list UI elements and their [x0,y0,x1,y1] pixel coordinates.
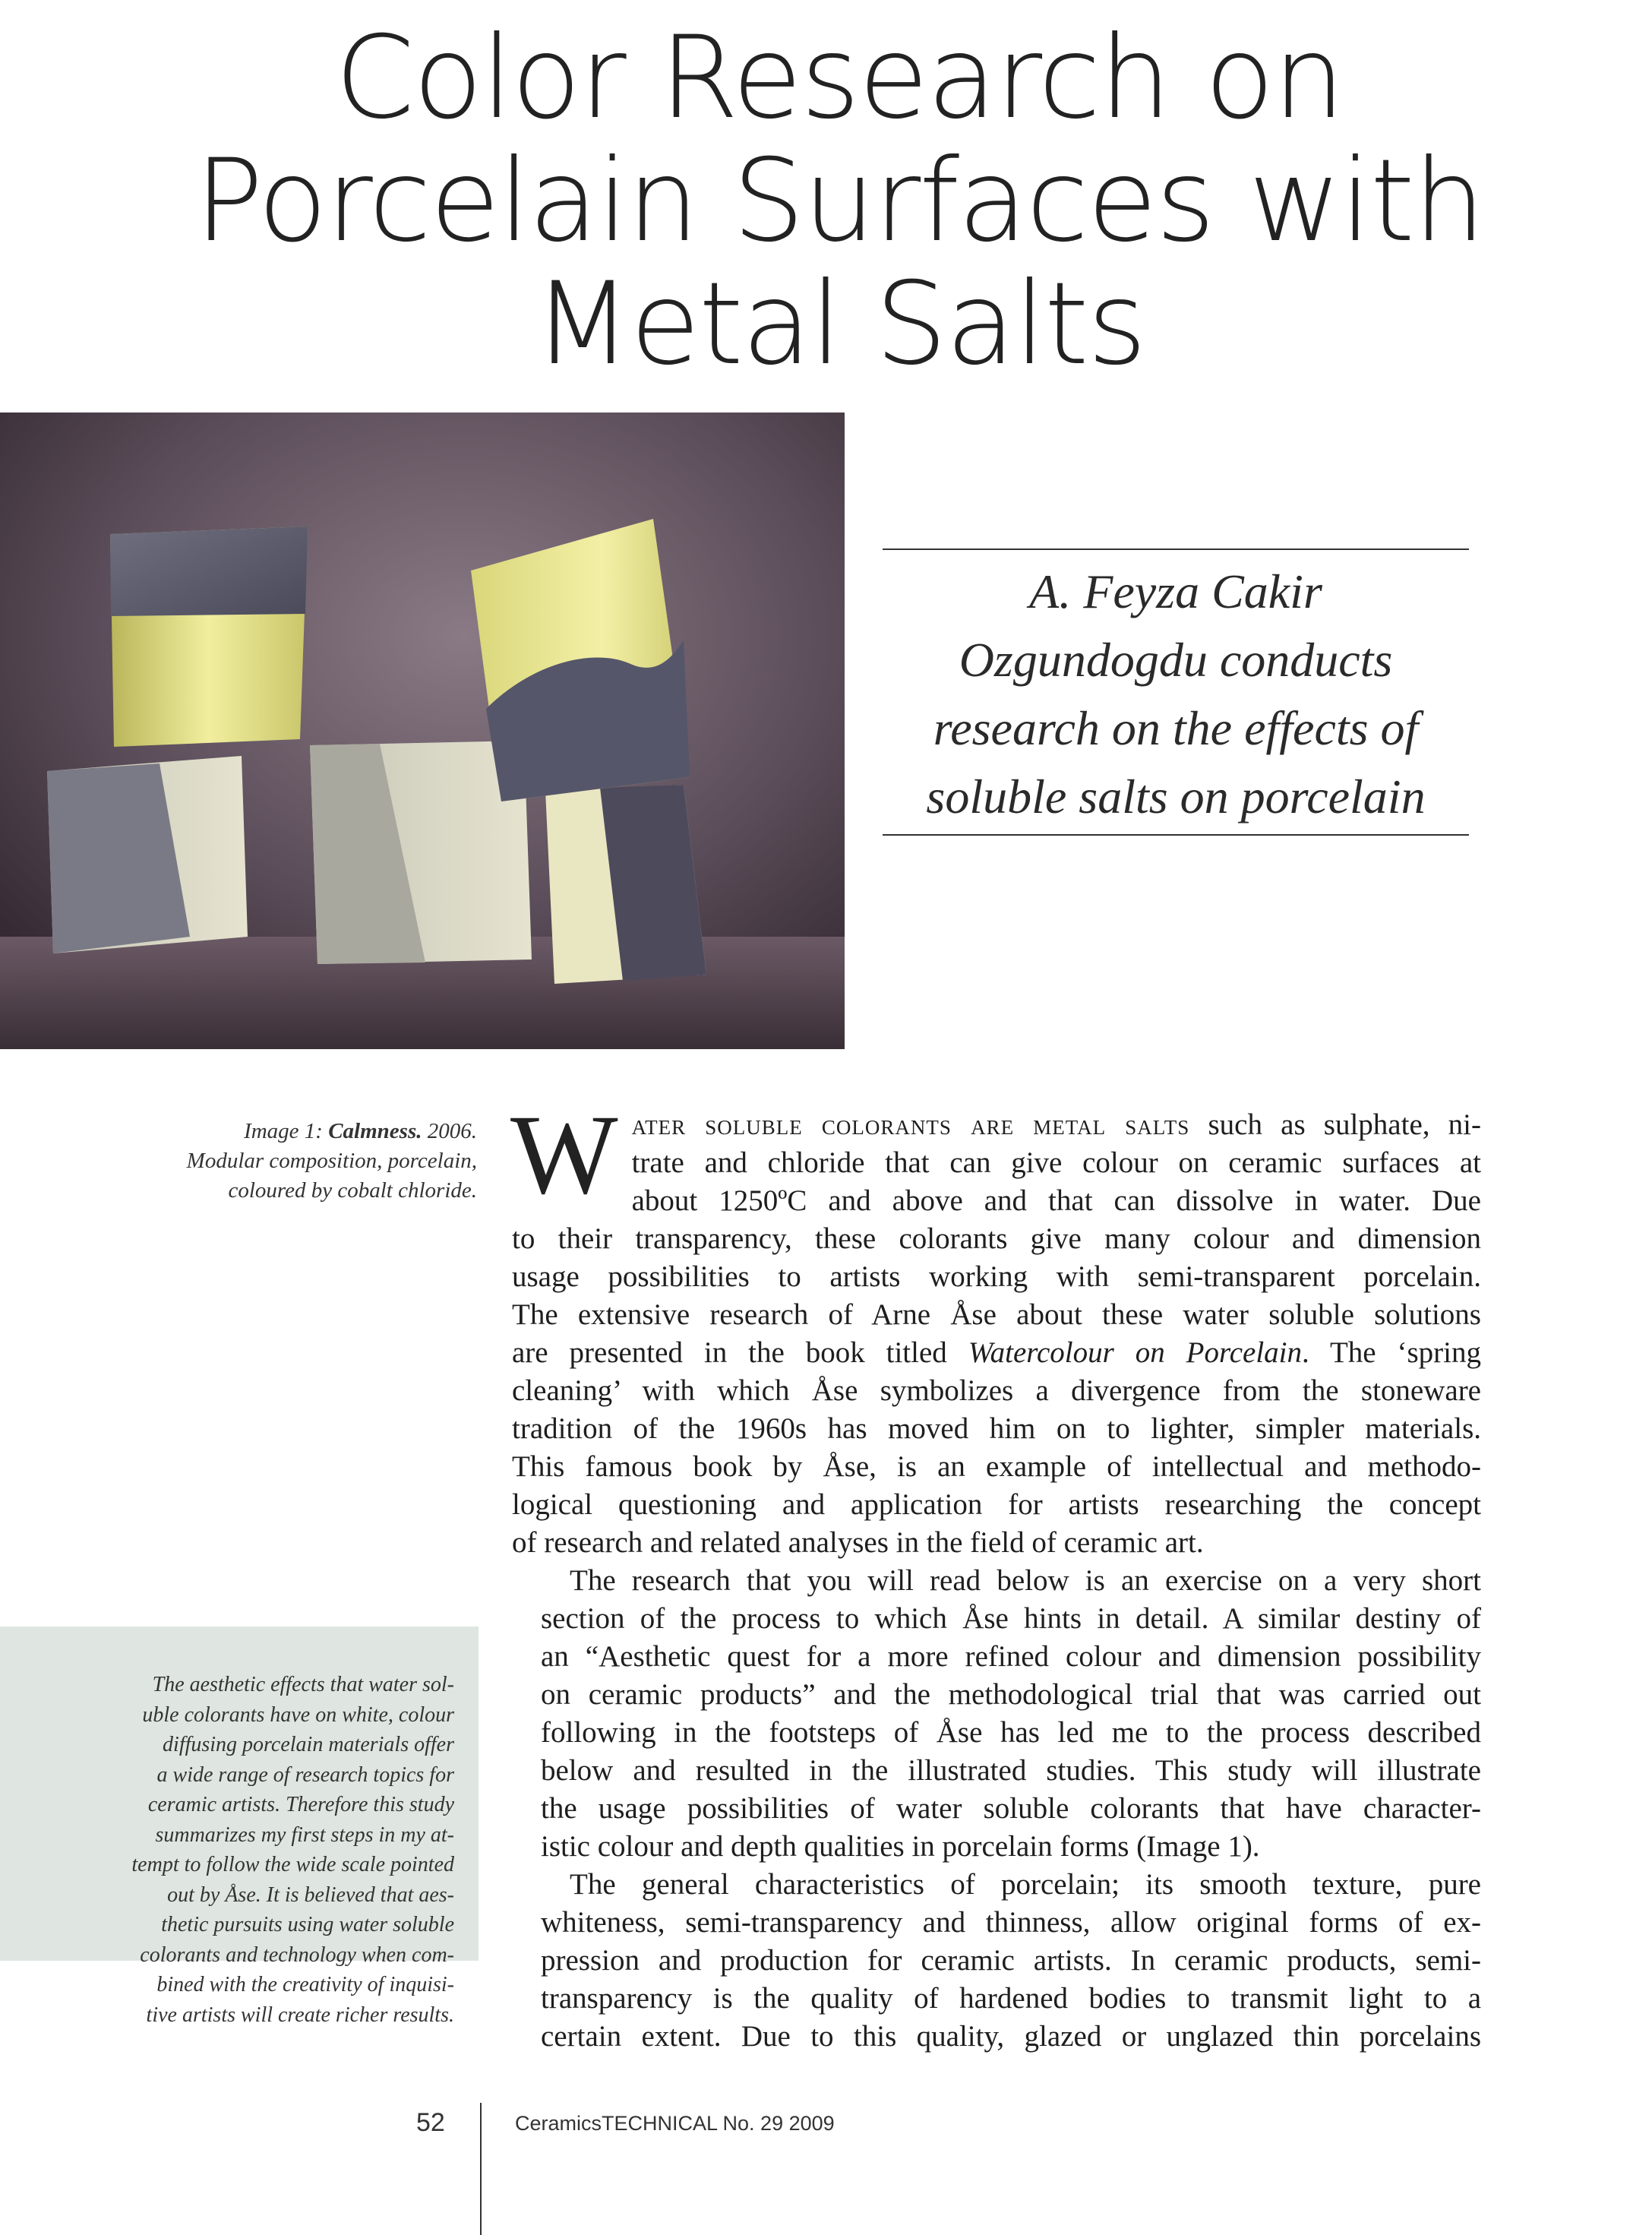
body-paragraph-2 [512,1562,1481,1866]
body-line: of research and related analyses in the field of ceramic art. [512,1526,1204,1559]
body-line: whiteness, semi-transparency and thinness, allow original forms of ex- [541,1906,1481,1939]
pull-quote-line: out by Åse. It is believed that aes- [167,1883,454,1907]
caption-artwork-name: Calmness. [328,1119,422,1143]
pull-quote-line: colorants and technology when com- [140,1943,454,1967]
lead-in-smallcaps: ater soluble colorants are metal salts [631,1108,1190,1141]
title-line-1: Color Research on [335,12,1344,144]
body-line: The extensive research of Arne Åse about these water soluble solutions [512,1298,1481,1331]
pull-quote-line: The aesthetic effects that water sol- [152,1673,454,1696]
pull-quote-line: diffusing porcelain materials offer [163,1733,454,1756]
body-line: following in the footsteps of Åse has led me to the process described [541,1716,1481,1749]
body-line: logical questioning and application for artists researching the concept [512,1488,1481,1521]
pull-quote-line: summarizes my first steps in my at- [155,1822,454,1847]
body-line: on ceramic products” and the methodological trial that was carried out [541,1678,1481,1711]
image-caption [84,1117,477,1206]
pull-quote-line: tive artists will create richer results. [146,2003,454,2027]
caption-line-3: coloured by cobalt chloride. [228,1178,477,1203]
deck-line-1: A. Feyza Cakir [1029,564,1322,618]
pull-quote-line: thetic pursuits using water soluble [161,1913,454,1936]
body-line: This famous book by Åse, is an example of intellectual and methodo- [512,1450,1481,1483]
title-line-2: Porcelain Surfaces with [194,135,1484,267]
pull-quote-line: tempt to follow the wide scale pointed [131,1853,454,1876]
pull-quote-line: uble colorants have on white, colour [142,1702,454,1727]
body-line: The research that you will read below is an exercise on a very short [570,1564,1481,1597]
body-line-text: are presented in the book titled [512,1336,968,1369]
body-line: the usage possibilities of water soluble colorants that have character- [541,1792,1481,1825]
body-paragraph-1 [510,1092,1482,1562]
caption-year: 2006. [422,1119,477,1143]
body-line [512,1334,1481,1372]
drop-cap: W [510,1092,618,1218]
body-line: usage possibilities to artists working with semi-transparent porcelain. [512,1260,1481,1293]
footer-divider [480,2103,482,2235]
article-body [510,1092,1482,2056]
body-line: istic colour and depth qualities in porcelain forms (Image 1). [541,1830,1260,1863]
porcelain-photo [0,413,845,1049]
body-line: certain extent. Due to this quality, glazed or unglazed thin porcelains [541,2020,1481,2053]
body-line: an “Aesthetic quest for a more refined colour and dimension possibility [541,1640,1481,1673]
title-line-3: Metal Salts [533,258,1145,390]
deck-line-4: soluble salts on porcelain [926,770,1426,824]
deck-line-3: research on the effects of [933,701,1419,755]
pull-quote-line: a wide range of research topics for [156,1762,454,1787]
body-line: to their transparency, these colorants give many colour and dimension [512,1222,1481,1255]
body-line-text: . The ‘spring [1302,1336,1482,1369]
pull-quote-line: ceramic artists. Therefore this study [147,1793,454,1816]
body-line: section of the process to which Åse hints in detail. A similar destiny of [541,1602,1481,1635]
body-line: The general characteristics of porcelain; its smooth texture, pure [570,1868,1481,1901]
body-line: about 1250ºC and above and that can dissolve in water. Due [631,1184,1481,1217]
body-line [512,1106,1481,1144]
body-paragraph-3 [512,1866,1481,2056]
body-line: below and resulted in the illustrated studies. This study will illustrate [541,1754,1481,1787]
article-title [106,12,1572,390]
body-line: trate and chloride that can give colour on ceramic surfaces at [631,1146,1481,1179]
magazine-issue: CeramicsTECHNICAL No. 29 2009 [515,2112,835,2135]
pull-quote-line: bined with the creativity of inquisi- [156,1973,454,1996]
body-line: pression and production for ceramic artists. In ceramic products, semi- [541,1944,1481,1977]
book-title: Watercolour on Porcelain [968,1336,1302,1369]
pull-quote [23,1670,454,2030]
body-line: transparency is the quality of hardened bodies to transmit light to a [541,1982,1481,2015]
body-line: cleaning’ with which Åse symbolizes a divergence from the stoneware [512,1374,1481,1407]
body-line: tradition of the 1960s has moved him on to lighter, simpler materials. [512,1412,1481,1445]
deck-line-2: Ozgundogdu conducts [959,633,1393,687]
caption-line-2: Modular composition, porcelain, [186,1149,477,1173]
caption-prefix: Image 1: [244,1119,329,1143]
caption-line-1 [84,1117,477,1146]
page-number: 52 [416,2108,445,2137]
article-deck [883,548,1469,836]
body-line-text: such as sulphate, ni- [1189,1108,1482,1141]
